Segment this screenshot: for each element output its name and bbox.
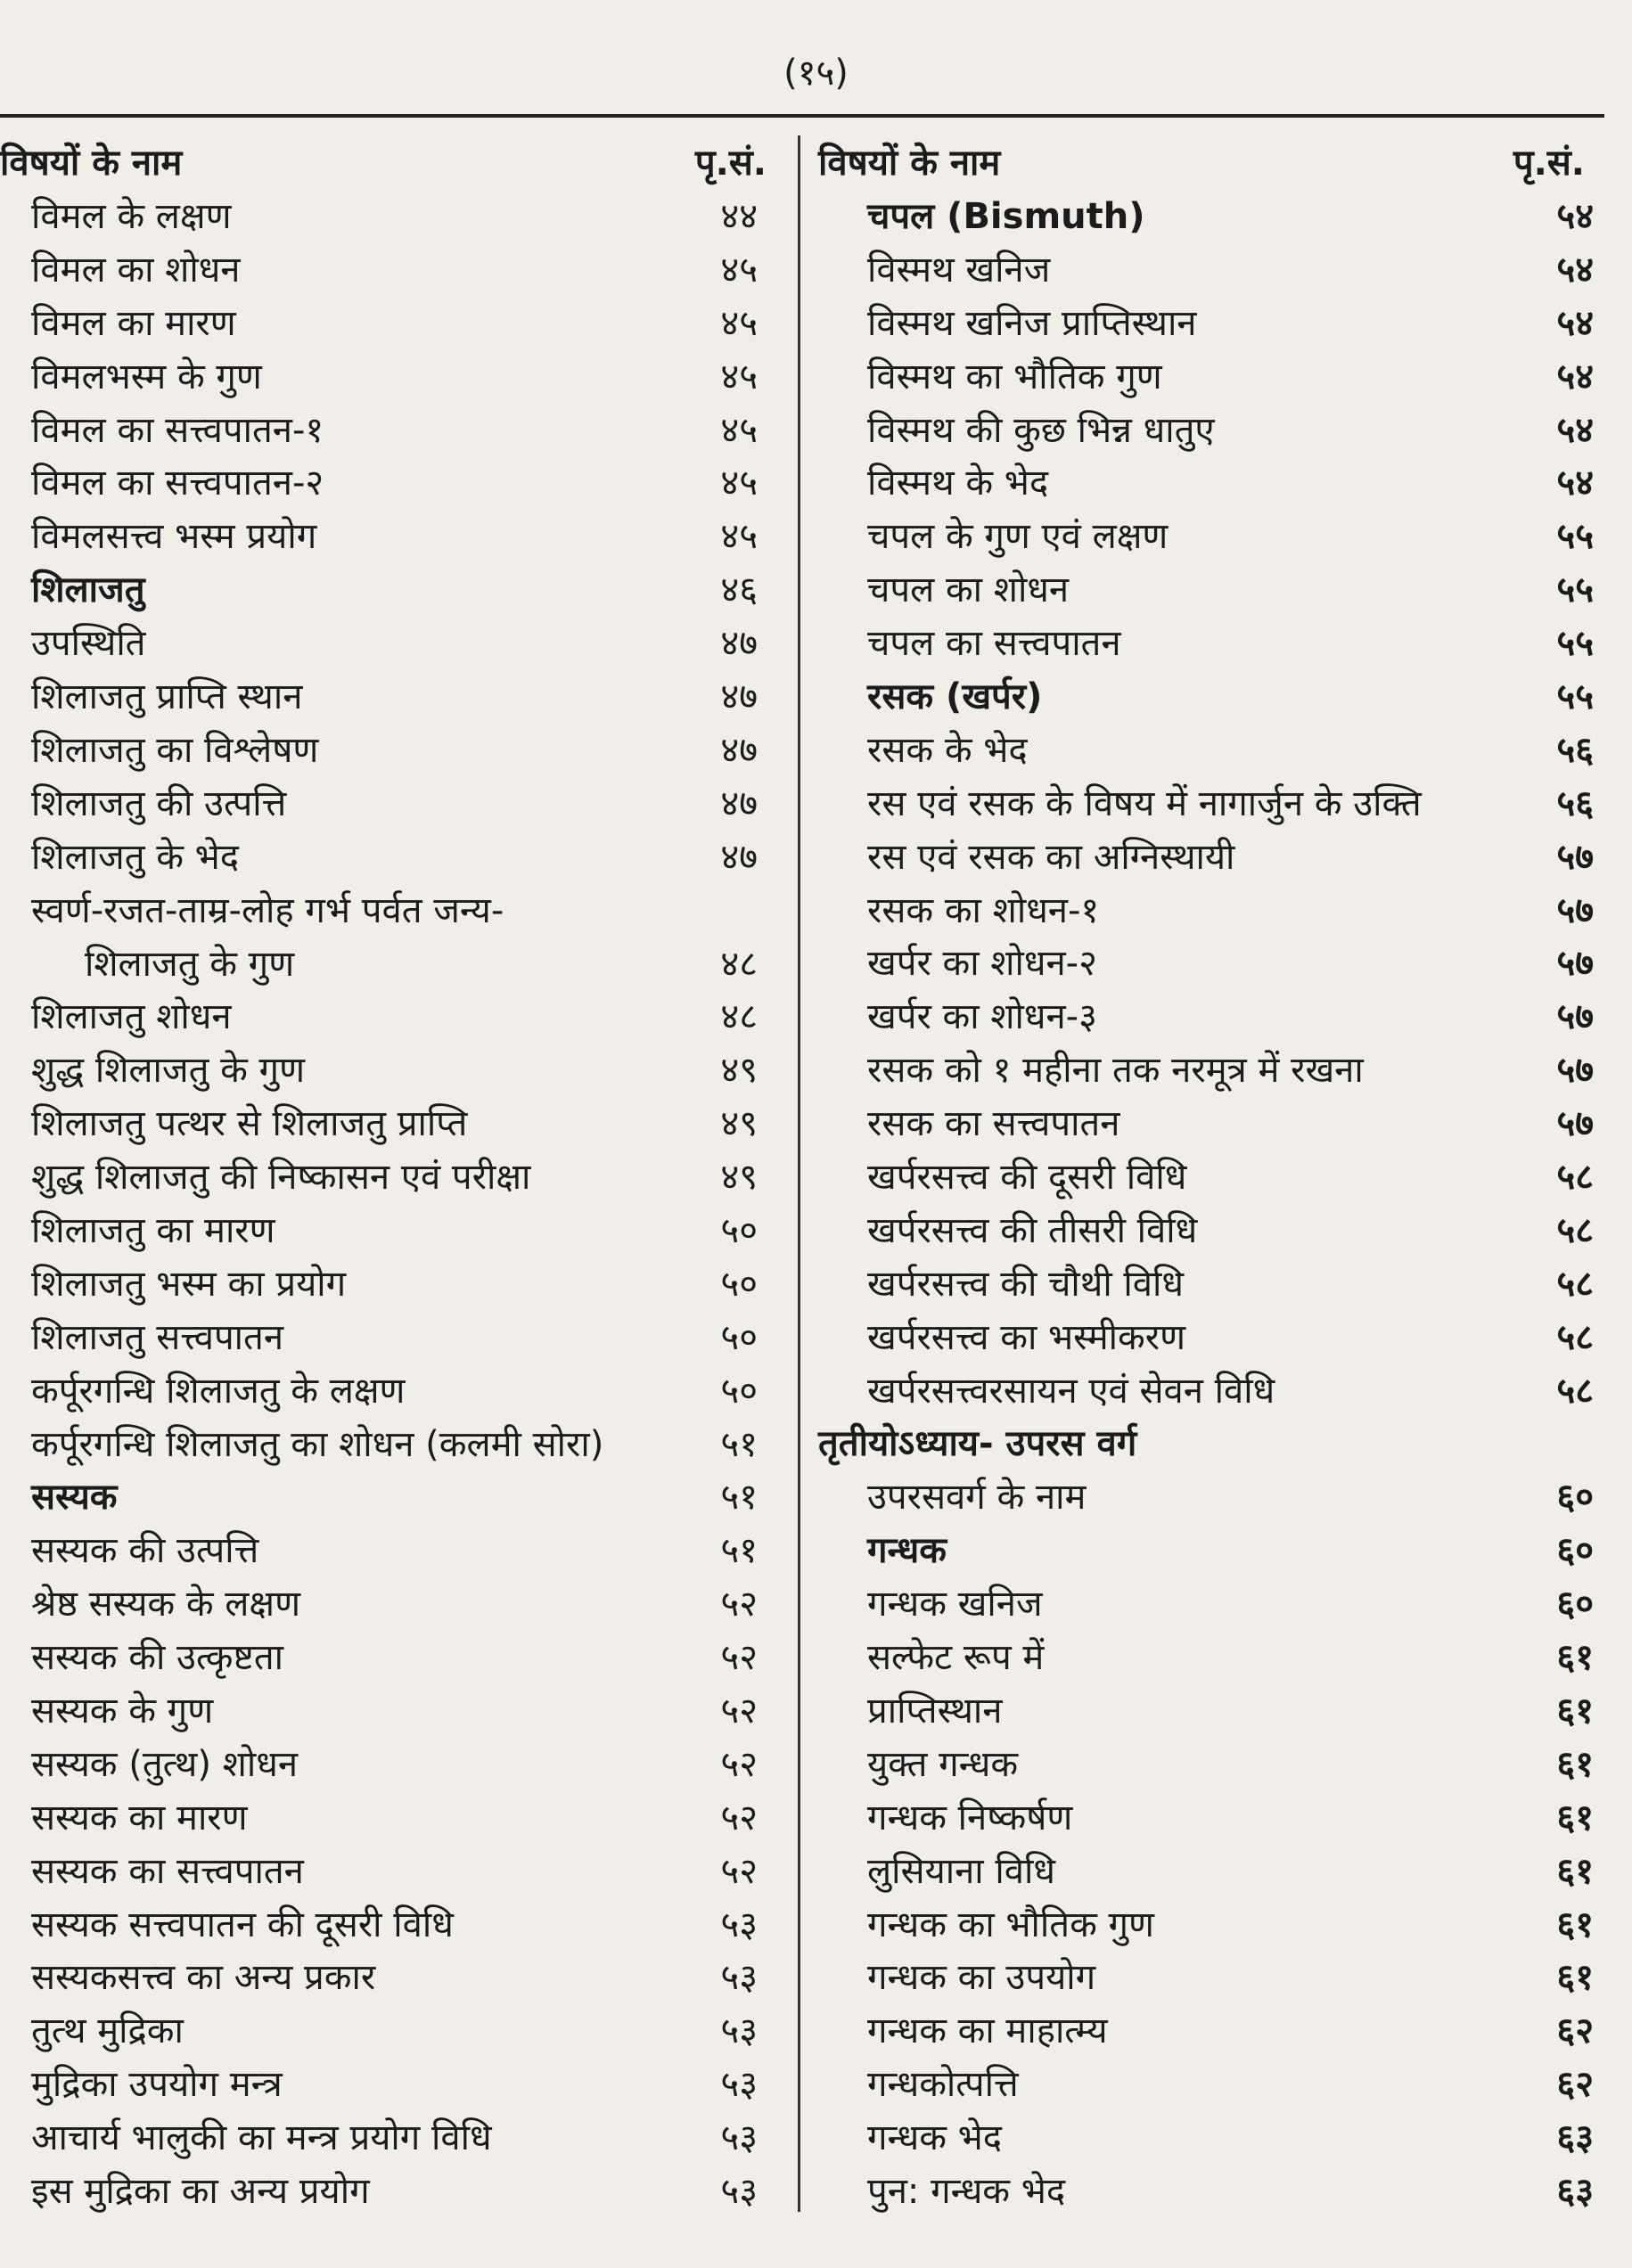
toc-title: उपरसवर्ग के नाम: [867, 1477, 1087, 1519]
top-rule: [0, 114, 1604, 118]
toc-page: ६१: [1556, 1637, 1594, 1679]
toc-page: ५७: [1556, 996, 1594, 1038]
toc-row: [818, 291, 1603, 345]
toc-title: सस्यक का सत्त्वपातन: [31, 1850, 304, 1892]
toc-title: रस एवं रसक के विषय में नागार्जुन के उक्ति: [867, 782, 1422, 824]
toc-row: [818, 879, 1603, 932]
toc-page: ५३: [720, 2170, 758, 2212]
toc-row: [0, 665, 784, 718]
toc-row: [0, 398, 784, 452]
toc-title: विमल का शोधन: [31, 249, 241, 291]
toc-row: [0, 1519, 784, 1572]
toc-row: [818, 1359, 1603, 1412]
toc-title: खर्परसत्त्व की दूसरी विधि: [867, 1157, 1187, 1199]
toc-section-row: [818, 184, 1603, 238]
toc-page: ५८: [1556, 1316, 1594, 1358]
toc-title: विमल का सत्त्वपातन-१: [31, 409, 324, 451]
toc-page: ४७: [720, 782, 758, 824]
toc-row: [818, 2159, 1603, 2213]
toc-row: [0, 825, 784, 879]
toc-page: ५५: [1556, 516, 1594, 558]
toc-row: [818, 1893, 1603, 1946]
toc-page: ५०: [720, 1370, 758, 1412]
toc-row: [818, 558, 1603, 611]
toc-title: लुसियाना विधि: [867, 1850, 1055, 1892]
toc-title: चपल का शोधन: [867, 569, 1070, 611]
toc-title: विमल का मारण: [31, 302, 236, 344]
toc-row: [0, 1412, 784, 1466]
right-header-page: पृ.सं.: [1513, 143, 1585, 184]
toc-title: मुद्रिका उपयोग मन्त्र: [31, 2064, 283, 2106]
toc-title: खर्परसत्त्वरसायन एवं सेवन विधि: [867, 1370, 1275, 1412]
column-divider: [798, 135, 800, 2212]
toc-row: [0, 2052, 784, 2106]
toc-row: [0, 1306, 784, 1359]
toc-page: ५३: [720, 1957, 758, 1999]
toc-page: ४७: [720, 676, 758, 718]
toc-row: [818, 1145, 1603, 1199]
toc-row: [818, 504, 1603, 558]
toc-page: ५६: [1556, 729, 1594, 771]
toc-row: [818, 2106, 1603, 2159]
toc-page: ४५: [720, 463, 758, 504]
toc-section-title: गन्धक: [867, 1530, 947, 1572]
toc-title: आचार्य भालुकी का मन्त्र प्रयोग विधि: [31, 2117, 492, 2159]
toc-title: शिलाजतु का विश्लेषण: [31, 729, 319, 771]
toc-row: [0, 2106, 784, 2159]
toc-row: [818, 1679, 1603, 1732]
toc-row: [818, 772, 1603, 825]
toc-page: ४८: [720, 943, 758, 985]
toc-row: [818, 238, 1603, 291]
toc-row: [0, 718, 784, 772]
toc-row: [818, 1038, 1603, 1092]
toc-title: पुन: गन्धक भेद: [867, 2170, 1066, 2212]
toc-page: ६१: [1556, 1690, 1594, 1732]
toc-page: ५४: [1556, 356, 1594, 397]
toc-title: खर्परसत्त्व की चौथी विधि: [867, 1263, 1184, 1305]
toc-title: शिलाजतु के भेद: [31, 836, 240, 878]
toc-title: रस एवं रसक का अग्निस्थायी: [867, 836, 1235, 878]
toc-page: ४५: [720, 302, 758, 344]
toc-row: [818, 985, 1603, 1038]
toc-row: [818, 825, 1603, 879]
toc-row: [0, 291, 784, 345]
toc-page: ५८: [1556, 1209, 1594, 1251]
toc-row: [0, 1945, 784, 1999]
toc-page: ६१: [1556, 1797, 1594, 1838]
toc-title: गन्धक भेद: [867, 2117, 1002, 2159]
toc-row: [0, 985, 784, 1038]
toc-page: ४५: [720, 249, 758, 291]
toc-page: ५५: [1556, 623, 1594, 665]
toc-row: [818, 611, 1603, 665]
toc-page: ५५: [1556, 569, 1594, 611]
toc-title: शिलाजतु शोधन: [31, 996, 232, 1038]
toc-row: [0, 1092, 784, 1145]
toc-row: [818, 345, 1603, 398]
toc-page: ५३: [720, 1904, 758, 1945]
toc-row: [0, 1359, 784, 1412]
toc-page: ५४: [1556, 196, 1594, 237]
toc-title: युक्त गन्धक: [867, 1743, 1019, 1785]
toc-title: शुद्ध शिलाजतु के गुण: [31, 1050, 305, 1092]
toc-title: रसक के भेद: [867, 729, 1028, 771]
toc-page: ५७: [1556, 889, 1594, 931]
toc-row: [0, 1572, 784, 1625]
page-number: (१५): [783, 53, 849, 94]
toc-page: ५६: [1556, 782, 1594, 824]
toc-section-title: सस्यक: [31, 1477, 118, 1519]
toc-page: ४५: [720, 409, 758, 451]
toc-page: ५२: [720, 1637, 758, 1679]
right-header: [818, 129, 1603, 184]
toc-page: ५५: [1556, 676, 1594, 718]
toc-title: स्वर्ण-रजत-ताम्र-लोह गर्भ पर्वत जन्य-: [31, 889, 504, 931]
toc-title: विस्मथ की कुछ भिन्न धातुए: [867, 409, 1215, 451]
toc-title: गन्धक का उपयोग: [867, 1957, 1096, 1999]
toc-title: सस्यक (तुत्थ) शोधन: [31, 1743, 299, 1785]
toc-section-title: शिलाजतु: [31, 569, 145, 611]
toc-page: ४६: [720, 569, 758, 611]
toc-page: ६२: [1556, 2064, 1594, 2106]
toc-title: गन्धक का भौतिक गुण: [867, 1904, 1154, 1945]
toc-page: ५०: [720, 1316, 758, 1358]
toc-page: ४५: [720, 356, 758, 397]
toc-title: शिलाजतु की उत्पत्ति: [31, 782, 287, 824]
toc-page: ६१: [1556, 1743, 1594, 1785]
toc-page: ४८: [720, 996, 758, 1038]
toc-title: शिलाजतु सत्त्वपातन: [31, 1316, 284, 1358]
toc-section-row: [0, 1465, 784, 1519]
toc-page: ५४: [1556, 249, 1594, 291]
toc-title: श्रेष्ठ सस्यक के लक्षण: [31, 1584, 300, 1625]
toc-title: शिलाजतु का मारण: [31, 1209, 275, 1251]
toc-page: ६३: [1556, 2117, 1594, 2159]
toc-section-row: [0, 558, 784, 611]
toc-title: सस्यक की उत्पत्ति: [31, 1530, 259, 1572]
toc-title: खर्पर का शोधन-३: [867, 996, 1097, 1038]
toc-title: विमल के लक्षण: [31, 196, 232, 237]
toc-row: [818, 1999, 1603, 2052]
toc-title: शुद्ध शिलाजतु की निष्कासन एवं परीक्षा: [31, 1157, 531, 1199]
toc-page: ५८: [1556, 1370, 1594, 1412]
toc-title: विमलसत्त्व भस्म प्रयोग: [31, 516, 317, 558]
toc-row: [0, 1893, 784, 1946]
left-header-page: पृ.सं.: [694, 143, 767, 184]
toc-row: [818, 1252, 1603, 1306]
toc-row: [0, 184, 784, 238]
toc-row: [818, 931, 1603, 985]
toc-page: ५३: [720, 2117, 758, 2159]
toc-row: [0, 1732, 784, 1786]
toc-row: [818, 1786, 1603, 1839]
toc-page: ४४: [720, 196, 758, 237]
toc-title: खर्परसत्त्व की तीसरी विधि: [867, 1209, 1198, 1251]
toc-row: [0, 1839, 784, 1893]
toc-title: उपस्थिति: [31, 623, 146, 665]
toc-page: ५०: [720, 1263, 758, 1305]
toc-page: ६१: [1556, 1904, 1594, 1945]
toc-page: ५१: [720, 1423, 758, 1465]
toc-page: ६१: [1556, 1957, 1594, 1999]
toc-page: ५७: [1556, 836, 1594, 878]
toc-section-title: चपल (Bismuth): [867, 196, 1145, 237]
toc-title: विस्मथ का भौतिक गुण: [867, 356, 1162, 397]
toc-row: [818, 1199, 1603, 1252]
toc-page: ५७: [1556, 943, 1594, 985]
toc-page: ५८: [1556, 1263, 1594, 1305]
toc-row: [0, 2159, 784, 2213]
toc-title: गन्धक का माहात्म्य: [867, 2010, 1108, 2052]
toc-page: ४९: [720, 1157, 758, 1199]
toc-row: [818, 1572, 1603, 1625]
toc-title-continued: शिलाजतु के गुण: [85, 943, 295, 985]
toc-title: सस्यक के गुण: [31, 1690, 214, 1732]
toc-page: ४५: [720, 516, 758, 558]
toc-page: ६०: [1556, 1530, 1594, 1572]
toc-title: विस्मथ खनिज प्राप्तिस्थान: [867, 302, 1197, 344]
toc-title: चपल का सत्त्वपातन: [867, 623, 1121, 665]
toc-title: रसक को १ महीना तक नरमूत्र में रखना: [867, 1050, 1364, 1092]
right-column: [818, 129, 1603, 2213]
toc-page: ४९: [720, 1103, 758, 1145]
toc-row: [818, 451, 1603, 504]
toc-title: विमल का सत्त्वपातन-२: [31, 463, 324, 504]
toc-title: सल्फेट रूप में: [867, 1637, 1045, 1679]
toc-row: [818, 398, 1603, 452]
toc-page: ५३: [720, 2010, 758, 2052]
toc-page: ४७: [720, 623, 758, 665]
toc-row: [818, 1306, 1603, 1359]
toc-title: खर्पर का शोधन-२: [867, 943, 1097, 985]
toc-row: [0, 1038, 784, 1092]
toc-page: ५७: [1556, 1103, 1594, 1145]
toc-title: विमलभस्म के गुण: [31, 356, 262, 397]
toc-title: रसक का शोधन-१: [867, 889, 1100, 931]
toc-page: ५२: [720, 1690, 758, 1732]
toc-page: ६३: [1556, 2170, 1594, 2212]
toc-row: [818, 1092, 1603, 1145]
toc-page: ५२: [720, 1743, 758, 1785]
toc-section-row: [818, 1519, 1603, 1572]
toc-title: शिलाजतु प्राप्ति स्थान: [31, 676, 303, 718]
toc-page: ५३: [720, 2064, 758, 2106]
toc-title: खर्परसत्त्व का भस्मीकरण: [867, 1316, 1185, 1358]
right-header-title: विषयों के नाम: [818, 143, 1001, 184]
toc-row: [818, 1465, 1603, 1519]
toc-chapter-row: [818, 1412, 1603, 1465]
toc-row: [0, 1679, 784, 1732]
toc-page: ४९: [720, 1050, 758, 1092]
toc-page: ५०: [720, 1209, 758, 1251]
toc-page: ५४: [1556, 302, 1594, 344]
toc-page: ६०: [1556, 1477, 1594, 1519]
toc-page: ४७: [720, 836, 758, 878]
toc-title: तुत्थ मुद्रिका: [31, 2010, 184, 2052]
toc-title: गन्धकोत्पत्ति: [867, 2064, 1019, 2106]
toc-row: [818, 1732, 1603, 1786]
toc-page: ५७: [1556, 1050, 1594, 1092]
toc-title: गन्धक निष्कर्षण: [867, 1797, 1073, 1838]
toc-page: ५२: [720, 1850, 758, 1892]
toc-page: ५८: [1556, 1157, 1594, 1199]
toc-row: [0, 1786, 784, 1839]
toc-page: ५४: [1556, 409, 1594, 451]
toc-row: [0, 879, 784, 986]
toc-title: शिलाजतु पत्थर से शिलाजतु प्राप्ति: [31, 1103, 468, 1145]
toc-page: ५४: [1556, 463, 1594, 504]
toc-title: सस्यक सत्त्वपातन की दूसरी विधि: [31, 1904, 454, 1945]
toc-title: विस्मथ के भेद: [867, 463, 1049, 504]
left-column: [0, 129, 784, 2213]
toc-row: [818, 2052, 1603, 2106]
toc-title: सस्यकसत्त्व का अन्य प्रकार: [31, 1957, 376, 1999]
toc-page: ५१: [720, 1530, 758, 1572]
toc-row: [818, 1945, 1603, 1999]
toc-row: [818, 1625, 1603, 1679]
toc-chapter-title: तृतीयोऽध्याय- उपरस वर्ग: [818, 1423, 1137, 1465]
toc-row: [0, 238, 784, 291]
left-header-title: विषयों के नाम: [0, 143, 183, 184]
toc-section-title: रसक (खर्पर): [867, 676, 1043, 718]
toc-title: विस्मथ खनिज: [867, 249, 1051, 291]
toc-row: [818, 718, 1603, 772]
toc-row: [0, 1145, 784, 1199]
toc-title: चपल के गुण एवं लक्षण: [867, 516, 1169, 558]
toc-title: कर्पूरगन्धि शिलाजतु के लक्षण: [31, 1370, 406, 1412]
left-header: [0, 129, 784, 184]
toc-page: ४७: [720, 729, 758, 771]
toc-title: इस मुद्रिका का अन्य प्रयोग: [31, 2170, 370, 2212]
toc-row: [0, 1999, 784, 2052]
toc-title: सस्यक की उत्कृष्टता: [31, 1637, 283, 1679]
toc-row: [0, 772, 784, 825]
toc-page: ६०: [1556, 1584, 1594, 1625]
toc-row: [0, 451, 784, 504]
toc-page: ५२: [720, 1797, 758, 1838]
toc-row: [0, 345, 784, 398]
toc-title: शिलाजतु भस्म का प्रयोग: [31, 1263, 347, 1305]
toc-row: [0, 1252, 784, 1306]
toc-row: [0, 1199, 784, 1252]
toc-row: [818, 1839, 1603, 1893]
toc-page: ५२: [720, 1584, 758, 1625]
toc-page: ६२: [1556, 2010, 1594, 2052]
toc-title: कर्पूरगन्धि शिलाजतु का शोधन (कलमी सोरा): [31, 1423, 604, 1465]
toc-title: गन्धक खनिज: [867, 1584, 1043, 1625]
toc-row: [0, 611, 784, 665]
toc-row: [0, 504, 784, 558]
toc-section-row: [818, 665, 1603, 718]
toc-title: सस्यक का मारण: [31, 1797, 248, 1838]
toc-title: रसक का सत्त्वपातन: [867, 1103, 1120, 1145]
toc-page: ५१: [720, 1477, 758, 1519]
toc-title: प्राप्तिस्थान: [867, 1690, 1003, 1732]
toc-page: ६१: [1556, 1850, 1594, 1892]
toc-row: [0, 1625, 784, 1679]
